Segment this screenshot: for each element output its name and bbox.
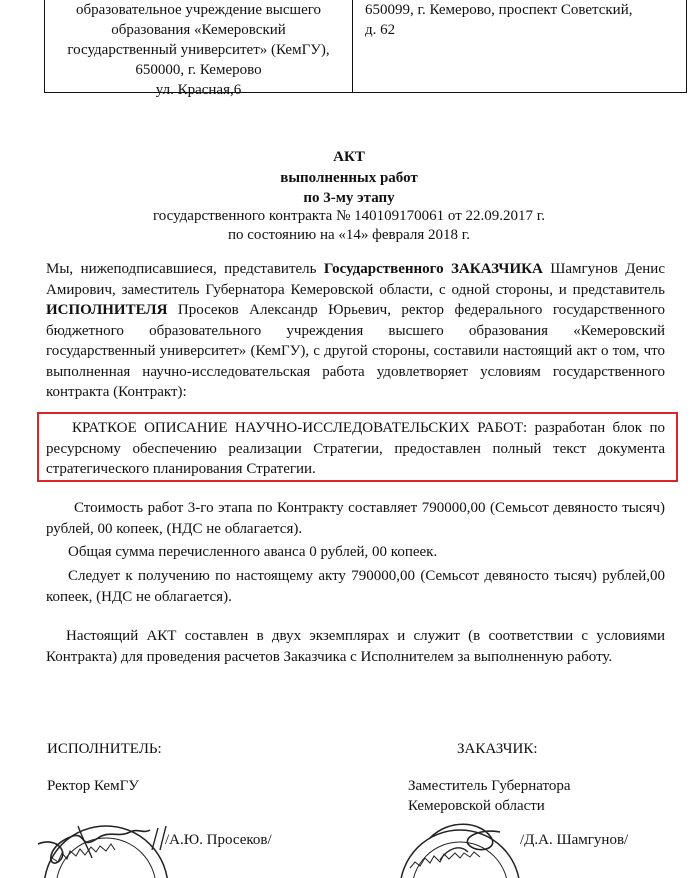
customer-label: Государственного ЗАКАЗЧИКА [323, 261, 543, 277]
contract-reference: государственного контракта № 140109170061 от 22.09.2017 г. [153, 208, 545, 224]
executor-header: ИСПОЛНИТЕЛЬ: [47, 741, 162, 757]
header-table [44, 0, 687, 98]
due-paragraph: Следует к получению по настоящему акту 790000,00 (Семьсот девяносто тысяч) рублей,00 копеек, (НДС не облагается). [46, 568, 665, 605]
customer-signature-name: /Д.А. Шамгунов/ [520, 832, 629, 848]
executor-address-line: образовательное учреждение высшего [75, 2, 322, 18]
executor-position: Ректор КемГУ [47, 778, 139, 794]
executor-stamp-icon [18, 808, 178, 878]
executor-label: ИСПОЛНИТЕЛЯ [46, 302, 168, 318]
executor-address-line: 650000, г. Кемерово [135, 62, 262, 78]
customer-position: Заместитель Губернатора [408, 778, 571, 794]
executor-address-line: ул. Красная,6 [155, 82, 242, 98]
doc-subtitle: выполненных работ [280, 170, 418, 186]
advance-paragraph: Общая сумма перечисленного аванса 0 рублей, 00 копеек. [68, 544, 438, 560]
executor-address-cell [45, 0, 352, 100]
doc-date: по состоянию на «14» февраля 2018 г. [228, 227, 470, 243]
executor-address-line: образования «Кемеровский [111, 22, 286, 38]
customer-stamp-icon [390, 808, 530, 878]
executor-signature-name: /А.Ю. Просеков/ [165, 832, 272, 848]
customer-address-line: 650099, г. Кемерово, проспект Советский, [365, 2, 633, 18]
intro-text: Шамгунов Денис Амирович, заместитель Губернатора Кемеровской области, с одной стороны, и представитель [46, 261, 665, 298]
cost-paragraph: Стоимость работ 3-го этапа по Контракту составляет 790000,00 (Семьсот девяносто тысяч) рублей, 00 копеек, (НДС не облагается). [46, 500, 665, 537]
customer-position: Кемеровской области [408, 798, 545, 814]
copies-paragraph: Настоящий АКТ составлен в двух экземплярах и служит (в соответствии с условиями Контракта) для проведения расчетов Заказчика с Исполнителем за выполненную работу. [46, 628, 665, 665]
doc-title: АКТ [333, 149, 365, 165]
intro-text: Просеков Александр Юрьевич, ректор федерального государственного бюджетного образовательного учреждения высшего образования «Кемеровский государственный университет» (КемГУ), с другой стороны, составили настоящий акт о том, что выполненная научно-исследовательская работа удовлетворяет условиям государственного контракта (Контракт): [46, 302, 665, 400]
customer-address-line: д. 62 [365, 22, 396, 38]
executor-address-line: государственный университет» (КемГУ), [67, 42, 330, 58]
table-divider [352, 0, 353, 92]
intro-paragraph [46, 259, 665, 403]
customer-header: ЗАКАЗЧИК: [457, 741, 538, 757]
intro-text: Мы, нижеподписавшиеся, представитель [46, 261, 324, 277]
customer-address-cell [365, 0, 675, 40]
doc-stage: по 3-му этапу [303, 190, 395, 206]
brief-description: КРАТКОЕ ОПИСАНИЕ НАУЧНО-ИССЛЕДОВАТЕЛЬСКИХ РАБОТ: разработан блок по ресурсному обеспечению реализации Стратегии, предоставлен полный текст документа стратегического планирования Стратегии. [46, 420, 665, 477]
